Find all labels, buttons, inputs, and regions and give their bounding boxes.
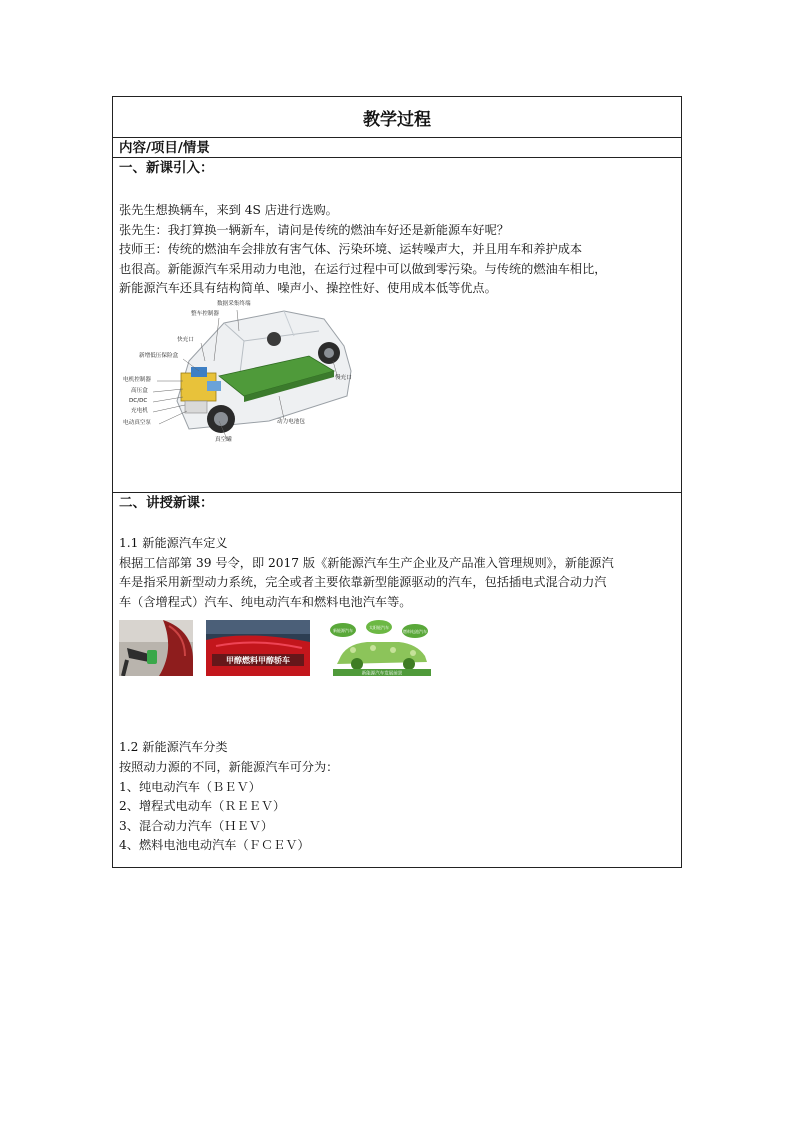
label-motor-controller: 电机控制器 — [123, 376, 151, 383]
section-new-lesson — [113, 493, 681, 867]
definition-line-1: 根据工信部第 39 号令，即 2017 版《新能源汽车生产企业及产品准入管理规则》，新能源汽 — [119, 555, 614, 570]
label-vacuum-pump: 电动真空泵 — [123, 419, 151, 426]
intro-line-1: 张先生想换辆车，来到 4S 店进行选购。 — [119, 203, 338, 217]
classification-title: 1.2 新能源汽车分类 — [119, 740, 228, 755]
label-fast-charge: 快充口 — [177, 336, 194, 343]
label-vacuum-tank: 真空罐 — [215, 436, 232, 443]
category-item-2: 2、增程式电动车（ＲＥＥＶ） — [119, 799, 286, 814]
definition-line-3: 车（含增程式）汽车、纯电动汽车和燃料电池汽车等。 — [119, 594, 412, 609]
label-data-terminal: 数据采集终端 — [217, 300, 251, 307]
content-subheading — [113, 138, 681, 158]
bubble-text-2: 太阳能汽车 — [369, 625, 389, 631]
photo-eco-car-graphic — [323, 620, 441, 676]
intro-line-3: 技师王：传统的燃油车会排放有害气体、污染环境、运转噪声大，并且用车和养护成本 — [119, 242, 583, 257]
category-item-3: 3、混合动力汽车（ＨＥＶ） — [119, 818, 274, 833]
subheading-text: 内容/项目/情景 — [119, 140, 210, 156]
photo-strip — [119, 620, 675, 678]
section-new-lesson-heading: 二、讲授新课： — [119, 495, 214, 511]
label-hv-box: 高压盒 — [131, 387, 148, 394]
table-title-row — [113, 97, 681, 138]
ev-component-diagram — [119, 301, 359, 446]
intro-line-2: 张先生：我打算换一辆新车，请问是传统的燃油车好还是新能源车好呢？ — [119, 222, 509, 237]
page-title: 教学过程 — [363, 109, 431, 130]
label-vehicle-controller: 整车控制器 — [191, 310, 219, 317]
section-intro-heading: 一、新课引入： — [119, 160, 214, 176]
category-item-1: 1、纯电动汽车（ＢＥＶ） — [119, 779, 261, 794]
label-battery-pack: 动力电池包 — [277, 418, 305, 425]
eco-caption-text: 新能源汽车发展前景 — [361, 671, 403, 677]
lesson-table — [112, 96, 682, 868]
definition-title: 1.1 新能源汽车定义 — [119, 536, 228, 550]
section-intro — [113, 158, 681, 493]
car-cutaway-illustration — [119, 301, 359, 446]
intro-line-4: 也很高。新能源汽车采用动力电池，在运行过程中可以做到零污染。与传统的燃油车相比， — [119, 261, 607, 276]
category-item-4: 4、燃料电池电动汽车（ＦＣＥＶ） — [119, 838, 310, 853]
label-charger: 充电机 — [131, 407, 148, 414]
label-dcdc: DC/DC — [129, 397, 148, 404]
definition-line-2: 车是指采用新型动力系统，完全或者主要依靠新型能源驱动的汽车，包括插电式混合动力汽 — [119, 575, 607, 590]
label-low-voltage-box: 新增低压保险盒 — [139, 352, 179, 359]
intro-line-5: 新能源汽车还具有结构简单、噪声小、操控性好、使用成本低等优点。 — [119, 281, 497, 296]
classification-intro: 按照动力源的不同，新能源汽车可分为： — [119, 759, 339, 774]
photo-methanol-car — [206, 620, 310, 676]
methanol-banner-text: 甲醇燃料甲醇轿车 — [226, 656, 290, 666]
label-slow-charge: 慢充口 — [335, 374, 352, 381]
photo-fuel-nozzle — [119, 620, 193, 676]
bubble-text-1: 新能源汽车 — [333, 628, 353, 634]
bubble-text-3: 燃料电池汽车 — [403, 629, 427, 635]
